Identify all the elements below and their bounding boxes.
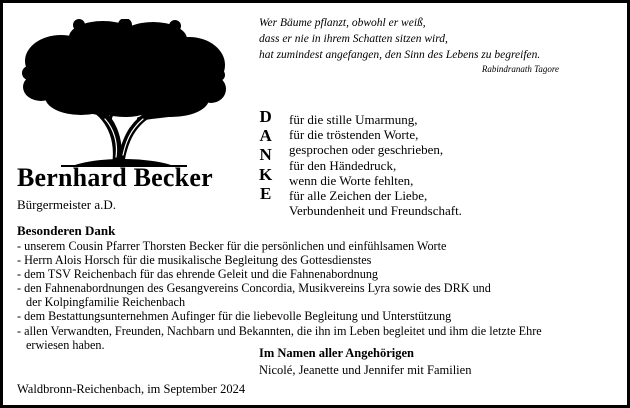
thanks-line: für die stille Umarmung, [289,112,418,127]
danke-letter: E [259,183,272,203]
special-thanks-line: - Herrn Alois Horsch für die musikalische Begleitung des Gottesdienstes [17,253,372,268]
quote-author: Rabindranath Tagore [481,64,559,74]
special-thanks-line: - dem TSV Reichenbach für das ehrende Geleit und die Fahnenabordnung [17,267,379,282]
special-thanks-list [17,239,617,352]
tagore-quote [259,15,619,75]
thanks-line: für die tröstenden Worte, [289,127,419,143]
thanks-text [289,112,462,218]
danke-letter: D [259,107,272,126]
closing-line: Im Namen aller Angehörigen [259,346,414,360]
special-thanks-line: der Kolpingfamilie Reichenbach [26,295,186,310]
tree-icon [21,19,227,167]
deceased-title: Bürgermeister a.D. [17,197,117,212]
special-thanks-line: - unserem Cousin Pfarrer Thorsten Becker für die persönlichen und einfühlsamen Worte [17,239,447,253]
thanks-line: für den Händedruck, [289,157,397,173]
danke-letter: N [259,145,272,165]
thanks-line: gesprochen oder geschrieben, [289,142,444,158]
family-names: Nicolé, Jeanette und Jennifer mit Familien [259,363,472,377]
quote-line: hat zumindest angefangen, den Sinn des Lebens zu begreifen. [259,49,541,61]
special-thanks-line: - den Fahnenabordnungen des Gesangvereins Concordia, Musikvereins Lyra sowie des DRK und [17,281,491,296]
thanks-line: für alle Zeichen der Liebe, [289,188,428,204]
special-thanks-heading: Besonderen Dank [17,223,116,238]
thanks-line: wenn die Worte fehlten, [289,172,414,188]
danke-letter: A [259,126,272,146]
special-thanks-line: - dem Bestattungsunternehmen Aufinger für die liebevolle Begleitung und Unterstützung [17,309,452,324]
special-thanks-line: - allen Verwandten, Freunden, Nachbarn und Bekannten, die ihn im Leben begleitet und ihm die letzte Ehre [17,323,542,338]
danke-letter: K [259,164,273,184]
place-date: Waldbronn-Reichenbach, im September 2024 [17,382,246,396]
quote-line: Wer Bäume pflanzt, obwohl er weiß, [259,17,426,29]
closing-signature [259,345,471,379]
thanks-line: Verbundenheit und Freundschaft. [289,203,462,219]
danke-vertical-word [259,107,272,203]
special-thanks-line: erwiesen haben. [26,337,105,352]
deceased-name: Bernhard Becker [17,163,213,192]
quote-line: dass er nie in ihrem Schatten sitzen wird, [259,33,448,45]
